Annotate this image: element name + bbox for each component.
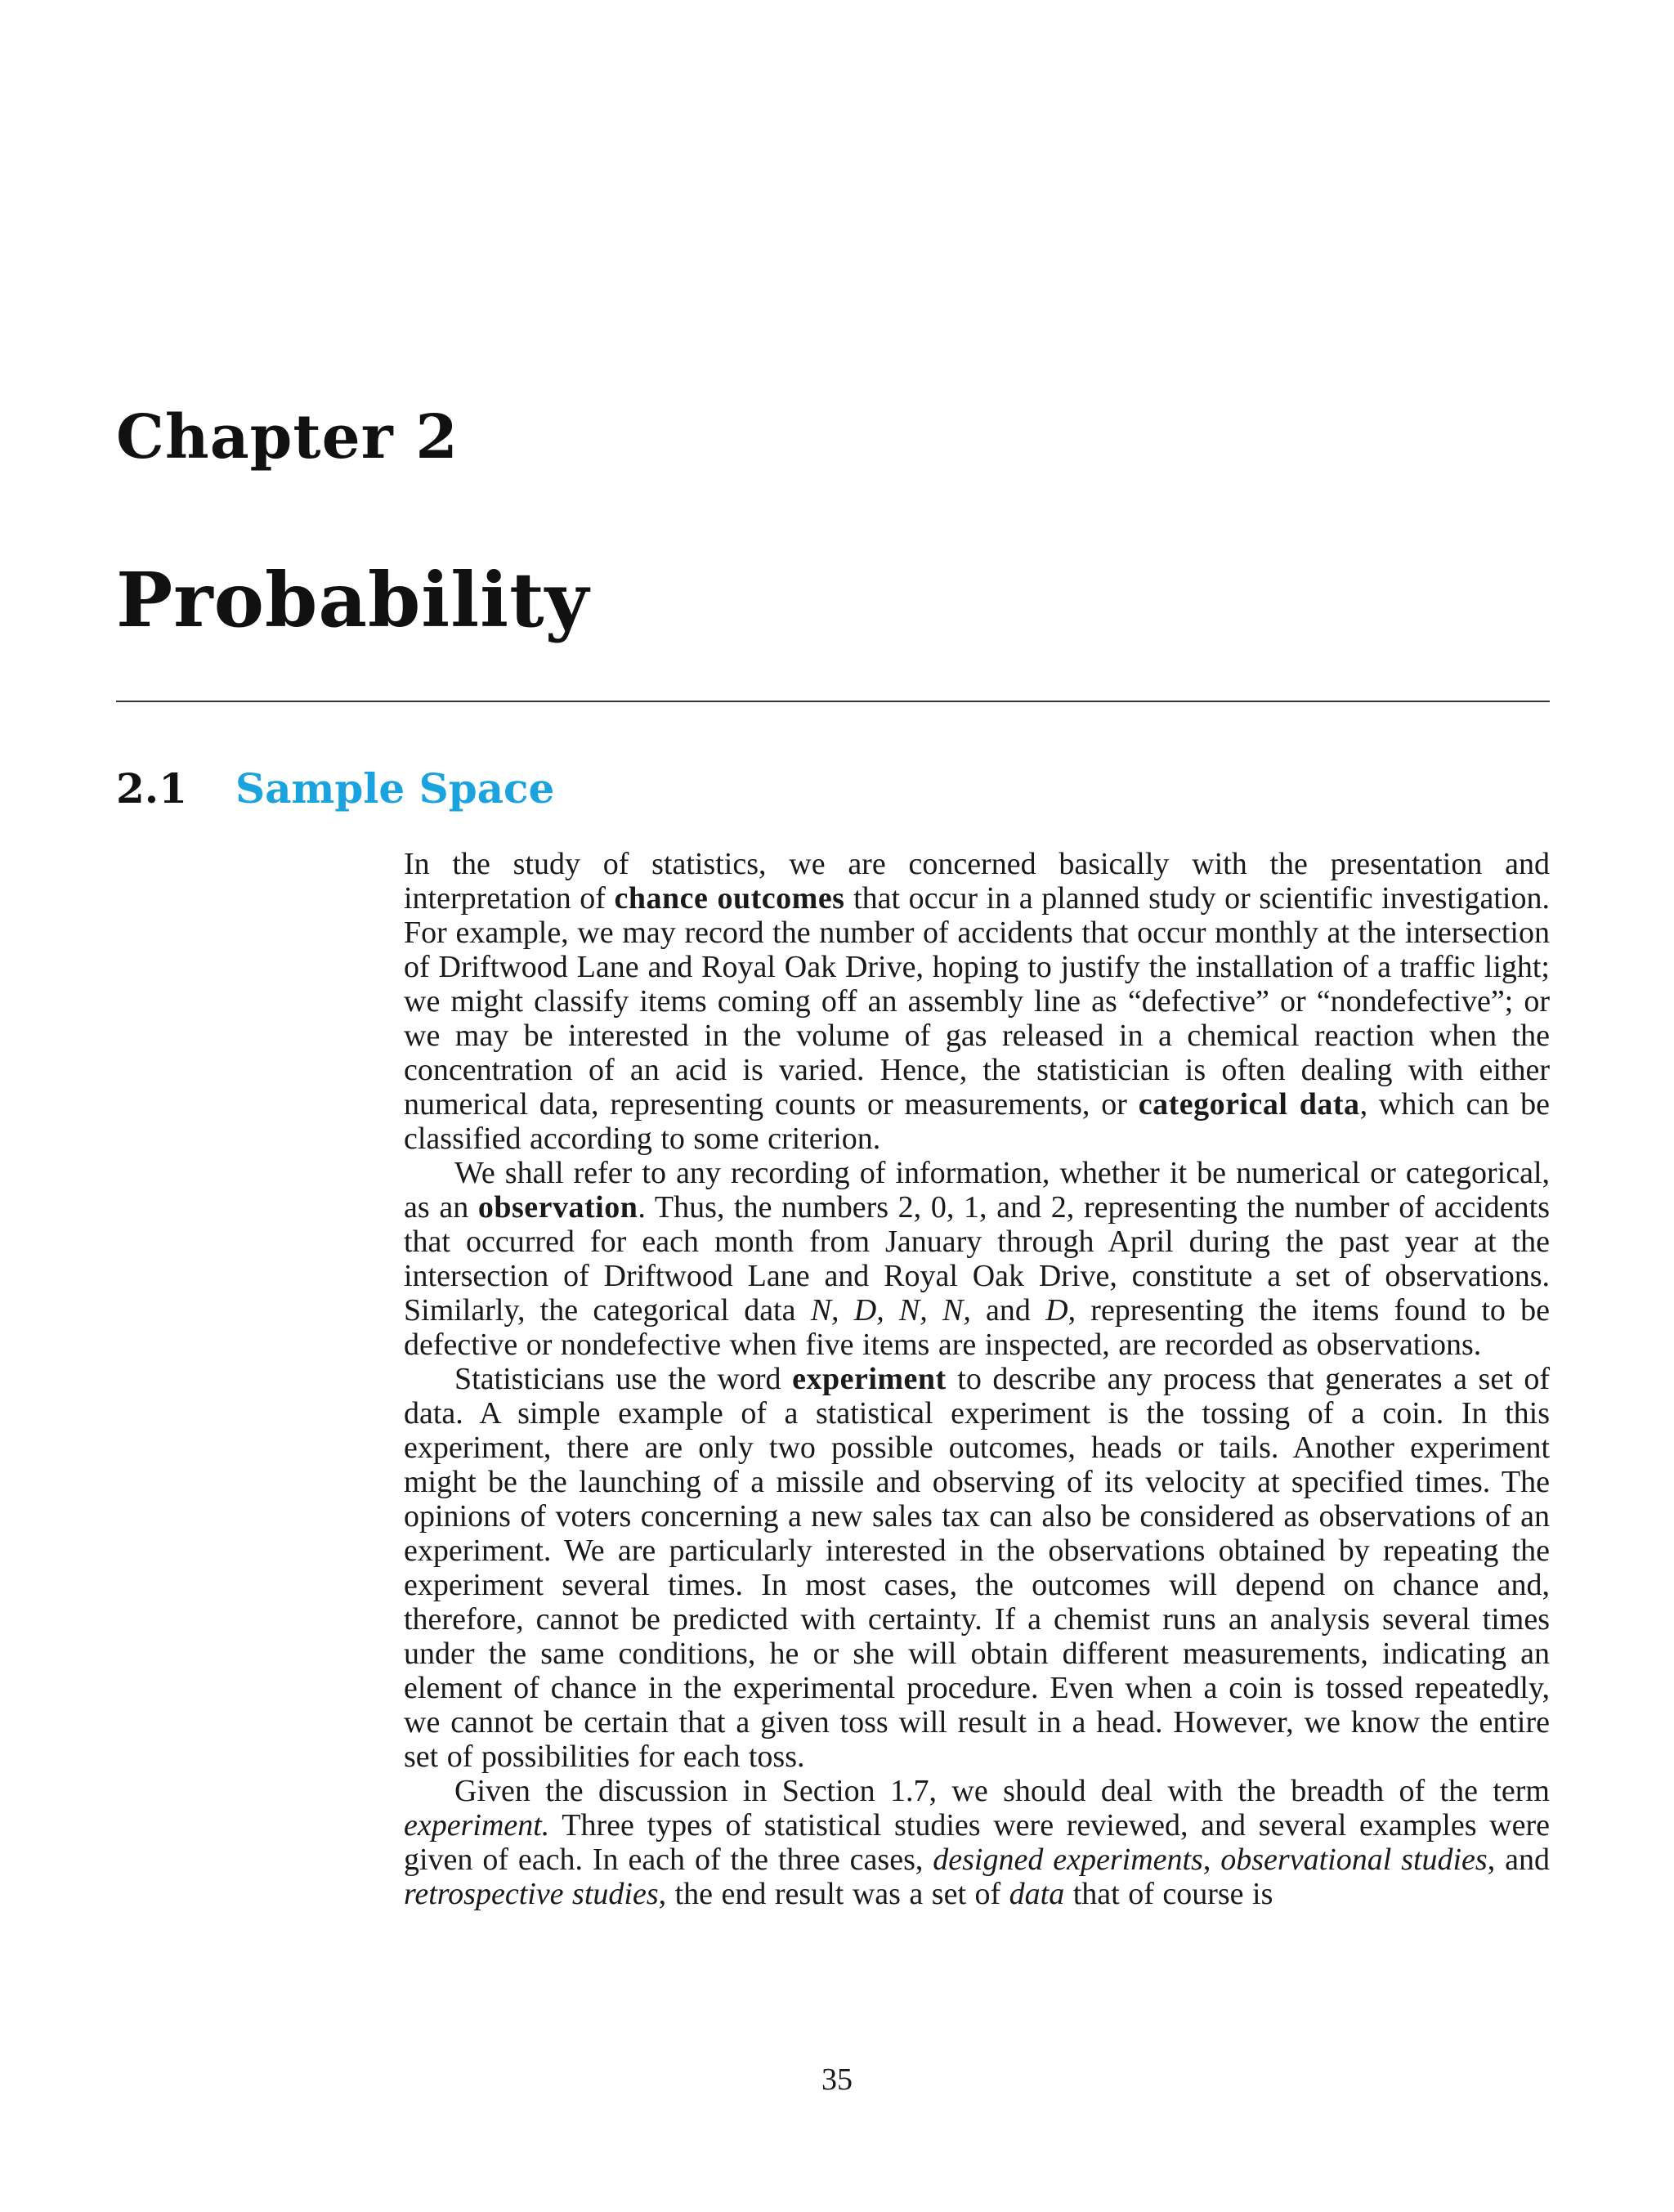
text-run: Statisticians use the word — [454, 1362, 793, 1396]
term-experiment: experiment — [792, 1362, 947, 1396]
text-run: that of course is — [1064, 1877, 1273, 1911]
italic-run: D — [1045, 1293, 1068, 1328]
section-title: Sample Space — [235, 764, 555, 813]
text-run: Given the discussion in Section 1.7, we should deal with the breadth of the term — [454, 1774, 1550, 1808]
section-heading — [116, 764, 555, 813]
text-run: that occur in a planned study or scientific investigation. For example, we may record the number of accidents that occur monthly at the intersection of Driftwood Lane and Royal Oak Drive, hoping to justify the installation of a traffic light; we might classify items coming off an assembly line as “defective” or “nondefective”; or we may be interested in the volume of gas released in a chemical reaction when the concentration of an acid is varied. Hence, the statistician is often dealing with either numerical data, representing counts or measurements, or — [404, 881, 1550, 1122]
italic-run: designed experiments — [933, 1843, 1203, 1877]
term-observation: observation — [477, 1190, 638, 1225]
chapter-title: Probability — [116, 556, 590, 644]
chapter-divider — [116, 701, 1550, 702]
text-run: and — [970, 1293, 1046, 1328]
text-run: . Thus, the numbers 2, 0, 1, and 2, representing the number of accidents that occurred for each month from January through April during the past year at the intersection of Driftwood Lane and Royal Oak Drive, constitute a set of observations. Similarly, the categorical data — [404, 1190, 1550, 1328]
text-run: to describe any process that generates a set of data. A simple example of a statistical experiment is the tossing of a coin. In this experiment, there are only two possible outcomes, heads or tails. Another experiment might be the launching of a missile and observing of its velocity at specified times. The opinions of voters concerning a new sales tax can also be considered as observations of an experiment. We are particularly interested in the observations obtained by repeating the experiment several times. In most cases, the outcomes will depend on chance and, therefore, cannot be predicted with certainty. If a chemist runs an analysis several times under the same conditions, he or she will obtain different measurements, indicating an element of chance in the experimental procedure. Even when a coin is tossed repeatedly, we cannot be certain that a given toss will result in a head. However, we know the entire set of possibilities for each toss. — [404, 1362, 1550, 1774]
paragraph-4 — [404, 1774, 1550, 1911]
italic-run: data — [1009, 1877, 1065, 1911]
text-run: Three types of statistical studies were reviewed, and several examples were given of each. In each of the three cases, — [404, 1808, 1550, 1877]
paragraph-2 — [404, 1156, 1550, 1362]
page-number: 35 — [821, 2062, 853, 2097]
text-run: , which can be classified according to some criterion. — [404, 1087, 1551, 1156]
italic-run: N, D, N, N, — [810, 1293, 971, 1328]
section-number: 2.1 — [116, 764, 187, 813]
text-run: , and — [1487, 1843, 1550, 1877]
body-text — [404, 847, 1550, 1911]
term-categorical-data: categorical data — [1138, 1087, 1360, 1122]
paragraph-3 — [404, 1362, 1550, 1774]
italic-run: observational studies — [1220, 1843, 1488, 1877]
italic-run: retrospective studies — [404, 1877, 659, 1911]
text-run: In the study of statistics, we are concerned basically with the presentation and interpretation of — [404, 847, 1550, 916]
term-chance-outcomes: chance outcomes — [614, 881, 845, 916]
text-run: , the end result was a set of — [658, 1877, 1009, 1911]
text-run: , — [1202, 1843, 1221, 1877]
text-run: We shall refer to any recording of information, whether it be numerical or categorical, as an — [404, 1156, 1550, 1225]
chapter-label: Chapter 2 — [116, 402, 459, 472]
italic-run: experiment. — [404, 1808, 550, 1843]
text-run: , representing the items found to be defective or nondefective when five items are inspected, are recorded as observations. — [404, 1293, 1550, 1362]
paragraph-1 — [404, 847, 1550, 1156]
